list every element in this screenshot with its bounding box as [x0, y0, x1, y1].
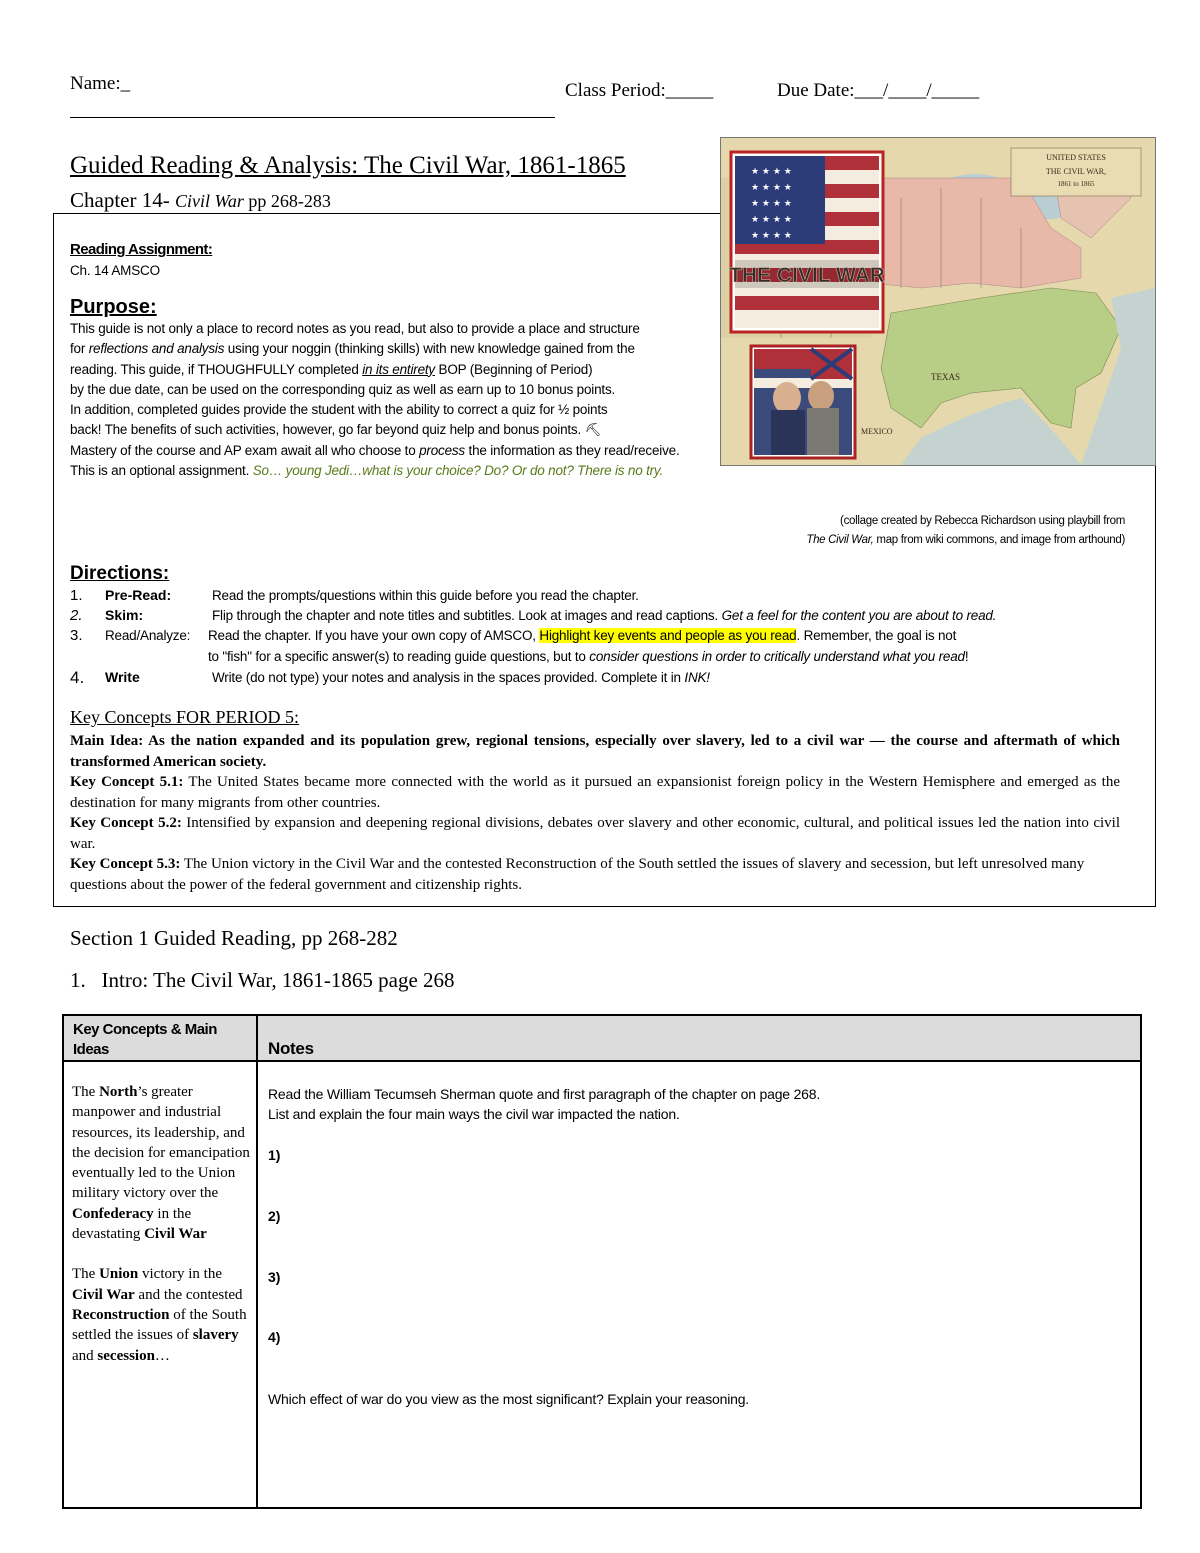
- map-title-line-3: 1861 to 1865: [1057, 180, 1095, 188]
- direction-4-label: Write: [105, 669, 140, 685]
- svg-text:★ ★ ★ ★: ★ ★ ★ ★: [751, 183, 792, 193]
- flag-icon: [735, 156, 879, 328]
- map-label-mexico: MEXICO: [861, 427, 893, 436]
- answer-1-label[interactable]: 1): [268, 1147, 281, 1163]
- main-idea-1-segment: The: [72, 1084, 100, 1100]
- svg-text:★ ★ ★ ★: ★ ★ ★ ★: [751, 231, 792, 241]
- key-concepts-heading: Key Concepts FOR PERIOD 5:: [70, 707, 299, 727]
- purpose-paragraph: This guide is not only a place to record notes as you read, but also to provide a place and structure for reflections and analysis using your noggin (thinking skills) with new knowledge gained from the reading. This guide, if THOUGHFULLY completed in its entirety BOP (Beginning of Period) by the due date, can be used on the corresponding quiz as well as earn up to 10 bonus points. In addition, completed guides provide the student with the ability to correct a quiz for ½ points back! The benefits of such activities, however, go far beyond quiz help and bonus points. ⛏ Mastery of the course and AP exam await all who choose to process the information as they read/receive. This is an optional assignment. So… young Jedi…what is your choice? Do? Or do not? There is no try.: [70, 321, 680, 479]
- direction-4-text: Write (do not type) your notes and analysis in the spaces provided. Complete it in INK!: [212, 670, 710, 685]
- svg-text:★ ★ ★ ★: ★ ★ ★ ★: [751, 215, 792, 225]
- due-date-label[interactable]: Due Date:___/____/_____: [777, 80, 980, 101]
- map-title-line-1: UNITED STATES: [1046, 153, 1106, 162]
- page-title: Guided Reading & Analysis: The Civil War, 1861-1865: [70, 152, 626, 179]
- header-notes: Notes: [268, 1039, 314, 1058]
- poster-title: THE CIVIL WAR: [729, 264, 885, 287]
- reading-assignment-heading: Reading Assignment:: [70, 241, 213, 258]
- main-idea-1-segment: Confederacy: [72, 1205, 154, 1222]
- map-title-line-2: THE CIVIL WAR,: [1045, 167, 1107, 176]
- direction-1-text: Read the prompts/questions within this guide before you read the chapter.: [212, 588, 639, 603]
- key-concepts-body: Main Idea: As the nation expanded and its population grew, regional tensions, especially over slavery, led to a civil war — the course and aftermath of which transformed American society. Key Concept 5.1: The United States became more connected with the world as it pursued an expansionist foreign policy in the Western Hemisphere and emerged as the destination for many migrants from other countries. Key Concept 5.2: Intensified by expansion and deepening regional divisions, debates over slavery and other economic, cultural, and political issues led the nation into civil war. Key Concept 5.3: The Union victory in the Civil War and the contested Reconstruction of the South settled the issues of slavery and secession, but left unresolved many questions about the power of the federal government and citizenship rights.: [70, 733, 1120, 893]
- section-1-heading: Section 1 Guided Reading, pp 268-282: [70, 926, 398, 950]
- header-key-concepts: Key Concepts & Main Ideas: [73, 1021, 217, 1058]
- final-question[interactable]: Which effect of war do you view as the most significant? Explain your reasoning.: [268, 1391, 749, 1407]
- map-label-texas: TEXAS: [931, 372, 960, 382]
- svg-text:★ ★ ★ ★: ★ ★ ★ ★: [751, 199, 792, 209]
- main-idea-2-segment: The: [72, 1266, 100, 1283]
- image-credit: (collage created by Rebecca Richardson using playbill from The Civil War, map from wiki commons, and image from arthound): [806, 515, 1125, 546]
- notes-instruction-1: Read the William Tecumseh Sherman quote and first paragraph of the chapter on page 268.: [268, 1086, 821, 1102]
- answer-2-label[interactable]: 2): [268, 1208, 281, 1224]
- svg-text:★ ★ ★ ★: ★ ★ ★ ★: [751, 167, 792, 177]
- main-idea-2-segment: victory in the: [138, 1266, 222, 1283]
- main-idea-2-segment: and the contested: [134, 1286, 243, 1303]
- main-idea-2-segment: Union: [99, 1266, 139, 1283]
- notes-table: [62, 1014, 1142, 1509]
- direction-3-number: 3.: [70, 627, 83, 644]
- chapter-subtitle: Chapter 14- Civil War pp 268-283: [70, 188, 331, 212]
- main-idea-1-segment: in the devastating: [72, 1205, 192, 1243]
- purpose-heading: Purpose:: [70, 296, 157, 318]
- main-idea-2-segment: secession: [97, 1347, 155, 1364]
- direction-1-number: 1.: [70, 587, 83, 604]
- direction-2-label: Skim:: [105, 607, 144, 623]
- reading-assignment-text: Ch. 14 AMSCO: [70, 263, 160, 278]
- main-idea-1-segment: Civil War: [144, 1226, 207, 1243]
- notes-instruction-2: List and explain the four main ways the civil war impacted the nation.: [268, 1106, 680, 1122]
- main-idea-2-segment: of the South settled the issues of: [72, 1306, 247, 1344]
- direction-2-text: Flip through the chapter and note titles and subtitles. Look at images and read captions. Get a feel for the content you are about to read.: [212, 608, 997, 623]
- answer-4-label[interactable]: 4): [268, 1329, 281, 1345]
- main-idea-1-segment: ’s greater manpower and industrial resources, its leadership, and the decision for emancipation eventually led to the Union military victory over the: [72, 1084, 250, 1202]
- main-idea-2-segment: slavery: [192, 1327, 239, 1344]
- directions-heading: Directions:: [70, 563, 170, 584]
- sprint-icon: ⛏: [584, 422, 601, 438]
- name-label: Name:_: [70, 73, 131, 94]
- main-idea-1-segment: North: [99, 1084, 138, 1100]
- main-idea-2-segment: …: [154, 1347, 170, 1364]
- direction-3-text-line2: to "fish" for a specific answer(s) to reading guide questions, but to consider questions in order to critically understand what you read!: [208, 649, 969, 664]
- title-divider: [53, 213, 721, 214]
- answer-3-label[interactable]: 3): [268, 1269, 281, 1285]
- main-idea-2-segment: Reconstruction: [72, 1306, 170, 1323]
- direction-4-number: 4.: [70, 668, 85, 687]
- direction-2-number: 2.: [70, 607, 83, 624]
- name-input-line[interactable]: [70, 117, 555, 118]
- main-idea-2-segment: Civil War: [72, 1286, 135, 1303]
- class-period-label[interactable]: Class Period:_____: [565, 80, 714, 101]
- direction-3-label: Read/Analyze:: [105, 628, 191, 643]
- direction-1-label: Pre-Read:: [105, 587, 172, 603]
- direction-3-text: Read the chapter. If you have your own copy of AMSCO, Highlight key events and people as you read. Remember, the goal is not: [208, 628, 957, 643]
- table-column-divider: [256, 1016, 258, 1507]
- main-ideas-text: [72, 1082, 252, 1366]
- main-idea-2-segment: and: [72, 1347, 98, 1364]
- question-1-heading: 1. Intro: The Civil War, 1861-1865 page 268: [70, 968, 455, 992]
